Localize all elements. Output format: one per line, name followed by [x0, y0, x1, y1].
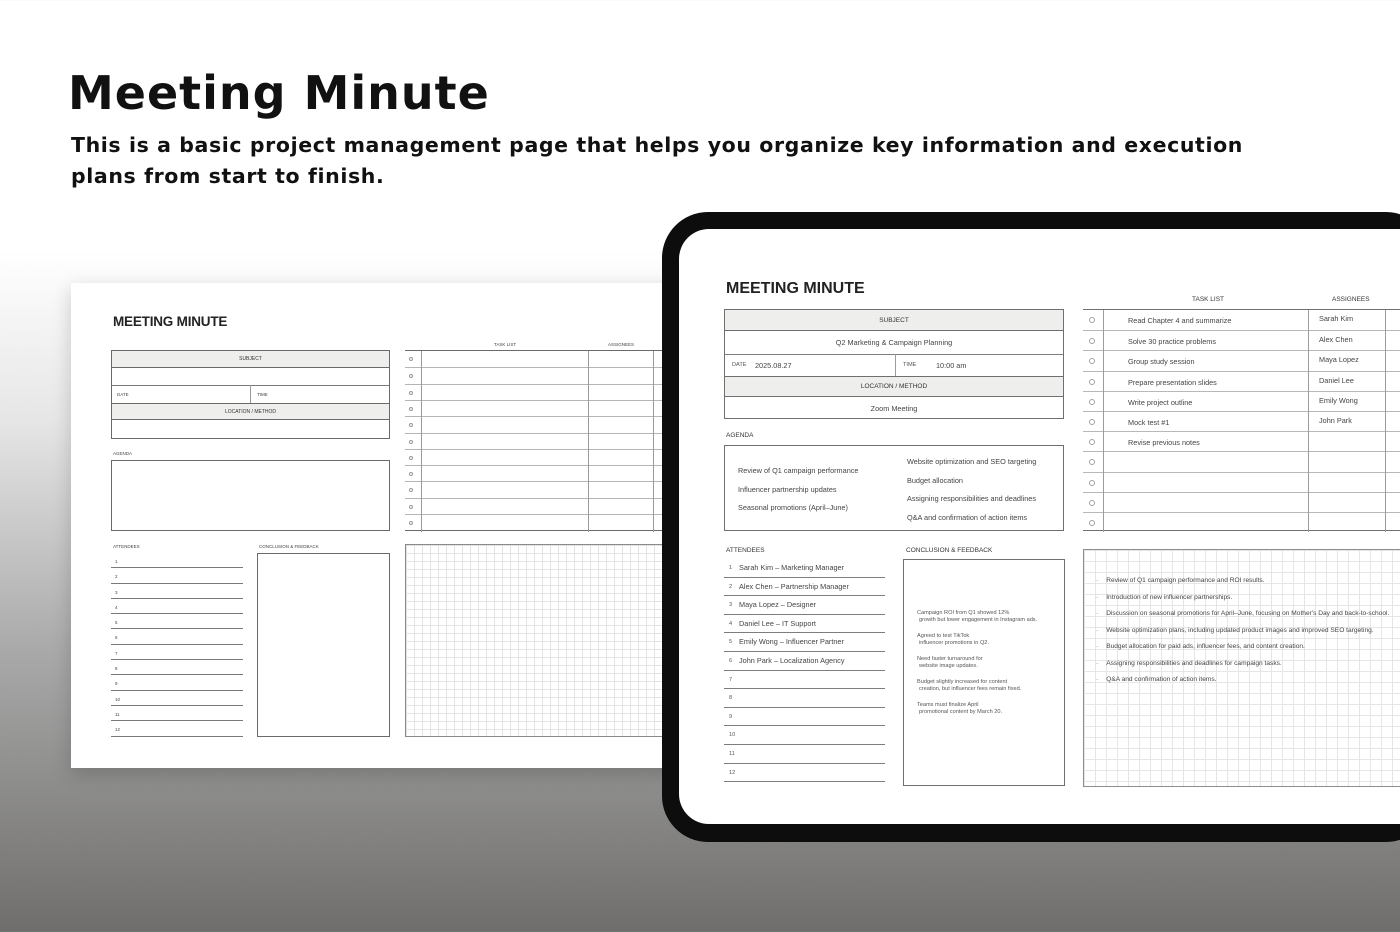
table-column-divider [588, 351, 589, 532]
blank-task-table [405, 350, 691, 531]
checkbox-icon[interactable] [1089, 338, 1095, 344]
task-assignee: Emily Wong [1319, 395, 1358, 405]
attendee-row[interactable] [724, 652, 885, 671]
agenda-item: Budget allocation [907, 475, 963, 485]
attendee-number: 6 [115, 635, 118, 641]
task-row[interactable] [1083, 310, 1400, 330]
blank-attendee-row[interactable] [111, 721, 243, 736]
blank-notes-grid[interactable] [405, 544, 695, 737]
blank-attendee-row[interactable] [111, 614, 243, 629]
attendee-number: 12 [115, 727, 121, 733]
conclusion-line: website image updates. [919, 663, 978, 669]
page-description: This is a basic project management page that helps you organize key information and execution plans from start to finish. [71, 133, 1243, 188]
checkbox-icon[interactable] [409, 407, 413, 411]
task-assignee: Maya Lopez [1319, 355, 1359, 365]
filled-assignees-label: ASSIGNEES [1332, 296, 1370, 303]
blank-attendee-row[interactable] [111, 629, 243, 644]
blank-attendee-row[interactable] [111, 645, 243, 660]
blank-task-row[interactable] [405, 449, 691, 465]
attendee-number: 8 [115, 666, 118, 672]
conclusion-line: Agreed to test TikTok [917, 633, 970, 639]
filled-notes-grid[interactable] [1083, 549, 1400, 787]
table-column-divider [653, 351, 654, 532]
attendee-number: 3 [115, 589, 118, 595]
blank-assignees-label: ASSIGNEES [608, 342, 635, 347]
blank-location-label: LOCATION / METHOD [224, 409, 277, 415]
task-row[interactable] [1083, 431, 1400, 451]
conclusion-line: influencer promotions in Q2. [919, 640, 989, 646]
blank-task-row[interactable] [405, 514, 691, 530]
checkbox-icon[interactable] [409, 391, 413, 395]
filled-conclusion-label: CONCLUSION & FEEDBACK [906, 547, 993, 554]
attendee-row[interactable] [724, 689, 885, 708]
filled-task-table [1083, 309, 1400, 531]
filled-date-label: DATE [732, 362, 747, 368]
blank-task-row[interactable] [405, 433, 691, 449]
checkbox-icon[interactable] [1089, 459, 1095, 465]
blank-attendee-row[interactable] [111, 568, 243, 583]
attendee-number: 4 [729, 620, 733, 627]
task-name: Group study session [1128, 357, 1195, 367]
filled-agenda-box[interactable] [724, 445, 1064, 531]
checkbox-icon[interactable] [409, 357, 413, 361]
tablet-device [662, 212, 1400, 842]
attendee-row[interactable] [724, 745, 885, 764]
note-item: · Discussion on seasonal promotions for April–June, focusing on Mother's Day and back-to-school. [1096, 610, 1389, 627]
attendee-row[interactable] [724, 596, 885, 615]
agenda-item: Assigning responsibilities and deadlines [907, 494, 1036, 503]
checkbox-icon[interactable] [1089, 358, 1095, 364]
blank-attendee-row[interactable] [111, 675, 243, 690]
blank-attendee-row[interactable] [111, 691, 243, 706]
checkbox-icon[interactable] [409, 374, 413, 378]
task-assignee: Sarah Kim [1319, 314, 1354, 323]
task-row[interactable] [1083, 371, 1400, 391]
filled-location-label: LOCATION / METHOD [860, 383, 928, 390]
checkbox-icon[interactable] [1089, 480, 1095, 486]
blank-task-row[interactable] [405, 416, 691, 432]
checkbox-icon[interactable] [1089, 317, 1095, 323]
attendee-name: John Park – Localization Agency [739, 655, 845, 665]
attendee-number: 7 [729, 676, 733, 683]
conclusion-note [917, 656, 1064, 670]
date-value[interactable]: 2025.08.27 [755, 361, 792, 370]
attendee-row[interactable] [724, 633, 885, 652]
attendee-name: Alex Chen – Partnership Manager [739, 581, 849, 591]
checkbox-icon[interactable] [409, 456, 413, 460]
attendee-name: Emily Wong – Influencer Partner [739, 637, 844, 647]
blank-task-row[interactable] [405, 498, 691, 514]
blank-attendees-label: ATTENDEES [113, 544, 140, 549]
attendee-number: 8 [729, 695, 733, 702]
checkbox-icon[interactable] [1089, 500, 1095, 506]
attendee-number: 4 [115, 604, 118, 610]
filled-time-label: TIME [903, 362, 917, 368]
agenda-left-column [738, 466, 858, 522]
blank-conclusion-box[interactable] [257, 553, 390, 737]
filled-subject-label: SUBJECT [879, 317, 909, 324]
task-name: Prepare presentation slides [1128, 377, 1217, 387]
conclusion-note [917, 679, 1064, 693]
task-name: Solve 30 practice problems [1128, 337, 1217, 347]
time-value[interactable]: 10:00 am [936, 361, 967, 370]
table-column-divider [1385, 310, 1386, 532]
agenda-item: Seasonal promotions (April–June) [738, 503, 848, 512]
task-assignee: John Park [1319, 416, 1352, 425]
conclusion-note [917, 702, 1064, 716]
blank-task-row[interactable] [405, 367, 691, 383]
attendee-number: 2 [729, 583, 733, 590]
task-row[interactable] [1083, 451, 1400, 471]
note-item: · Introduction of new influencer partnerships. [1096, 594, 1389, 611]
conclusion-line: Campaign ROI from Q1 showed 12% [917, 610, 1010, 616]
checkbox-icon[interactable] [1089, 399, 1095, 405]
conclusion-line: creation, but influencer fees remain fixed. [919, 686, 1022, 692]
note-item: · Budget allocation for paid ads, influencer fees, and content creation. [1096, 643, 1389, 660]
subject-value[interactable]: Q2 Marketing & Campaign Planning [835, 338, 953, 347]
blank-template-title: MEETING MINUTE [113, 314, 228, 329]
blank-agenda-box[interactable] [111, 460, 390, 531]
attendee-row[interactable] [724, 578, 885, 597]
filled-task-list-label: TASK LIST [1192, 296, 1225, 303]
task-row[interactable] [1083, 330, 1400, 350]
conclusion-line: Budget slightly increased for content [917, 679, 1008, 685]
filled-attendee-list [724, 559, 885, 782]
agenda-item: Website optimization and SEO targeting [907, 457, 1037, 466]
blank-location-band [112, 403, 389, 420]
attendee-number: 1 [115, 559, 118, 564]
blank-subject-band [112, 351, 389, 368]
blank-task-row[interactable] [405, 481, 691, 497]
attendee-number: 5 [729, 639, 733, 646]
location-value[interactable]: Zoom Meeting [870, 404, 918, 413]
attendee-name: Daniel Lee – IT Support [739, 618, 816, 628]
note-item: · Q&A and confirmation of action items. [1096, 676, 1389, 693]
attendee-name: Sarah Kim – Marketing Manager [739, 563, 845, 572]
filled-location-band [725, 376, 1063, 397]
attendee-number: 3 [729, 602, 733, 609]
checkbox-icon[interactable] [1089, 520, 1095, 526]
note-item: · Review of Q1 campaign performance and ROI results. [1096, 577, 1389, 594]
attendee-row[interactable] [724, 615, 885, 634]
blank-task-list-label: TASK LIST [494, 342, 517, 347]
task-assignee: Daniel Lee [1319, 375, 1354, 385]
checkbox-icon[interactable] [409, 521, 413, 525]
attendee-number: 10 [115, 696, 121, 702]
task-row[interactable] [1083, 411, 1400, 431]
blank-attendee-row[interactable] [111, 660, 243, 675]
blank-attendee-row[interactable] [111, 599, 243, 614]
tablet-screen [679, 229, 1400, 824]
agenda-item: Influencer partnership updates [738, 484, 837, 494]
table-column-divider [1103, 310, 1104, 532]
checkbox-icon[interactable] [1089, 439, 1095, 445]
agenda-right-column [907, 457, 1036, 531]
blank-attendee-row[interactable] [111, 584, 243, 599]
checkbox-icon[interactable] [1089, 419, 1095, 425]
task-assignee: Alex Chen [1319, 335, 1353, 345]
task-name: Read Chapter 4 and summarize [1128, 316, 1232, 325]
attendee-number: 2 [115, 574, 118, 580]
attendee-number: 5 [115, 620, 118, 626]
conclusion-line: growth but lower engagement in Instagram ads. [919, 617, 1038, 623]
blank-date-label: DATE [117, 392, 129, 397]
note-item: · Assigning responsibilities and deadlines for campaign tasks. [1096, 660, 1389, 677]
checkbox-icon[interactable] [409, 472, 413, 476]
blank-template-page [71, 283, 691, 768]
checkbox-icon[interactable] [409, 505, 413, 509]
task-row[interactable] [1083, 472, 1400, 492]
agenda-item: Review of Q1 campaign performance [738, 466, 859, 475]
agenda-item: Q&A and confirmation of action items [907, 512, 1028, 522]
blank-attendee-row[interactable] [111, 553, 243, 568]
task-row[interactable] [1083, 492, 1400, 512]
notes-list [1096, 577, 1389, 693]
attendee-row[interactable] [724, 726, 885, 745]
conclusion-note [917, 633, 1064, 647]
blank-attendee-row[interactable] [111, 706, 243, 721]
blank-time-label: TIME [257, 392, 268, 397]
task-row[interactable] [1083, 350, 1400, 370]
table-column-divider [1308, 310, 1309, 532]
checkbox-icon[interactable] [409, 488, 413, 492]
attendee-number: 9 [729, 713, 733, 720]
table-column-divider [421, 351, 422, 532]
conclusion-line: promotional content by March 20. [919, 709, 1003, 715]
checkbox-icon[interactable] [1089, 379, 1095, 385]
attendee-number: 12 [729, 769, 736, 776]
attendee-number: 1 [729, 565, 733, 571]
task-row[interactable] [1083, 391, 1400, 411]
blank-task-row[interactable] [405, 400, 691, 416]
attendee-number: 7 [115, 650, 118, 656]
conclusion-line: Teams must finalize April [917, 702, 979, 708]
filled-conclusion-box[interactable] [903, 559, 1065, 786]
filled-template-title: MEETING MINUTE [726, 280, 865, 297]
page-title: Meeting Minute [68, 66, 490, 120]
blank-attendee-list [111, 553, 243, 737]
task-name: Mock test #1 [1128, 418, 1170, 427]
note-item: · Website optimization plans, including updated product images and improved SEO targeting. [1096, 627, 1389, 644]
attendee-row[interactable] [724, 708, 885, 727]
filled-subject-band [725, 310, 1063, 331]
attendee-row[interactable] [724, 559, 885, 578]
blank-agenda-label: AGENDA [113, 451, 133, 456]
blank-conclusion-label: CONCLUSION & FEEDBACK [259, 544, 319, 549]
blank-task-row[interactable] [405, 465, 691, 481]
blank-task-row[interactable] [405, 384, 691, 400]
filled-info-box [724, 309, 1064, 419]
conclusion-line: Need faster turnaround for [917, 656, 983, 662]
attendee-number: 11 [115, 711, 120, 717]
task-name: Write project outline [1128, 397, 1193, 407]
blank-info-box [111, 350, 390, 439]
filled-attendees-label: ATTENDEES [726, 547, 765, 554]
attendee-number: 10 [729, 732, 736, 739]
attendee-number: 11 [729, 750, 735, 757]
attendee-row[interactable] [724, 764, 885, 783]
task-row[interactable] [1083, 512, 1400, 532]
blank-task-row[interactable] [405, 351, 691, 367]
attendee-name: Maya Lopez – Designer [739, 600, 817, 610]
attendee-row[interactable] [724, 671, 885, 690]
blank-subject-label: SUBJECT [239, 356, 262, 362]
attendee-number: 9 [115, 681, 118, 687]
checkbox-icon[interactable] [409, 440, 413, 444]
task-name: Revise previous notes [1128, 438, 1200, 448]
checkbox-icon[interactable] [409, 423, 413, 427]
filled-agenda-label: AGENDA [726, 432, 754, 439]
conclusion-note [917, 610, 1064, 624]
attendee-number: 6 [729, 657, 733, 664]
